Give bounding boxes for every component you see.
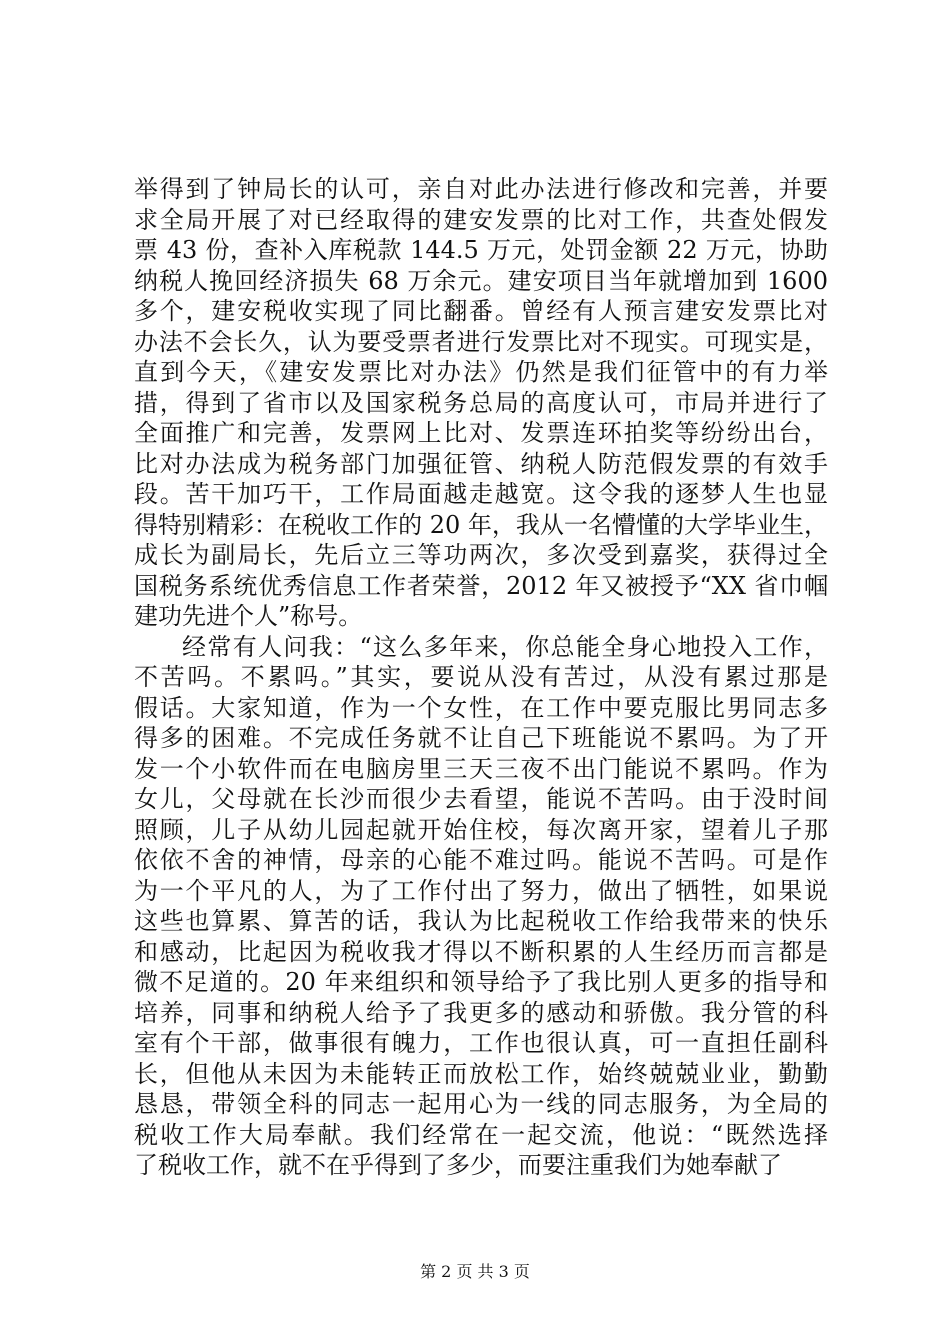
text-line: 照顾，儿子从幼儿园起就开始住校，每次离开家，望着儿子那	[134, 815, 828, 844]
text-line: 和感动，比起因为税收我才得以不断积累的人生经历而言都是	[134, 937, 828, 966]
text-line: 税收工作大局奉献。我们经常在一起交流，他说：“既然选择	[134, 1120, 828, 1149]
text-line: 票 43 份，查补入库税款 144.5 万元，处罚金额 22 万元，协助	[134, 236, 828, 264]
text-line: 经常有人问我：“这么多年来，你总能全身心地投入工作，	[182, 632, 828, 661]
text-line: 不苦吗。不累吗。”其实，要说从没有苦过，从没有累过那是	[134, 663, 828, 691]
text-line: 求全局开展了对已经取得的建安发票的比对工作，共查处假发	[134, 205, 828, 234]
text-line: 假话。大家知道，作为一个女性，在工作中要克服比男同志多	[134, 693, 828, 722]
text-line: 了税收工作，就不在乎得到了多少，而要注重我们为她奉献了	[134, 1151, 782, 1179]
text-line: 比对办法成为税务部门加强征管、纳税人防范假发票的有效手	[134, 449, 828, 478]
text-line: 得特别精彩：在税收工作的 20 年，我从一名懵懂的大学毕业生，	[134, 510, 828, 539]
page-footer: 第 2 页 共 3 页	[420, 1262, 530, 1281]
text-line: 恳恳，带领全科的同志一起用心为一线的同志服务，为全局的	[134, 1090, 828, 1118]
text-line: 全面推广和完善，发票网上比对、发票连环拍奖等纷纷出台，	[134, 419, 828, 447]
text-line: 女儿，父母就在长沙而很少去看望，能说不苦吗。由于没时间	[134, 785, 828, 813]
text-line: 国税务系统优秀信息工作者荣誉，2012 年又被授予“XX 省巾帼	[134, 571, 828, 600]
text-line: 建功先进个人”称号。	[134, 602, 363, 630]
text-line: 微不足道的。20 年来组织和领导给予了我比别人更多的指导和	[134, 968, 828, 996]
text-line: 为一个平凡的人，为了工作付出了努力，做出了牺牲，如果说	[134, 876, 828, 905]
text-line: 举得到了钟局长的认可，亲自对此办法进行修改和完善，并要	[134, 175, 828, 203]
text-line: 段。苦干加巧干，工作局面越走越宽。这令我的逐梦人生也显	[134, 480, 828, 508]
text-line: 培养，同事和纳税人给予了我更多的感动和骄傲。我分管的科	[134, 998, 828, 1027]
paragraph	[134, 174, 828, 632]
text-line: 多个，建安税收实现了同比翻番。曾经有人预言建安发票比对	[134, 297, 828, 325]
text-line: 直到今天，《建安发票比对办法》仍然是我们征管中的有力举	[134, 358, 828, 386]
text-line: 发一个小软件而在电脑房里三天三夜不出门能说不累吗。作为	[134, 754, 828, 783]
document-body	[134, 174, 828, 1181]
paragraph	[134, 632, 828, 1181]
text-line: 长，但他从未因为未能转正而放松工作，始终兢兢业业，勤勤	[134, 1059, 828, 1088]
text-line: 办法不会长久，认为要受票者进行发票比对不现实。可现实是，	[134, 327, 828, 356]
text-line: 依依不舍的神情，母亲的心能不难过吗。能说不苦吗。可是作	[134, 846, 828, 874]
text-line: 纳税人挽回经济损失 68 万余元。建安项目当年就增加到 1600	[134, 266, 828, 295]
text-line: 这些也算累、算苦的话，我认为比起税收工作给我带来的快乐	[134, 907, 828, 935]
text-line: 得多的困难。不完成任务就不让自己下班能说不累吗。为了开	[134, 724, 828, 752]
text-line: 室有个干部，做事很有魄力，工作也很认真，可一直担任副科	[134, 1029, 828, 1057]
text-line: 措，得到了省市以及国家税务总局的高度认可，市局并进行了	[134, 388, 828, 417]
text-line: 成长为副局长，先后立三等功两次，多次受到嘉奖，获得过全	[134, 541, 828, 569]
